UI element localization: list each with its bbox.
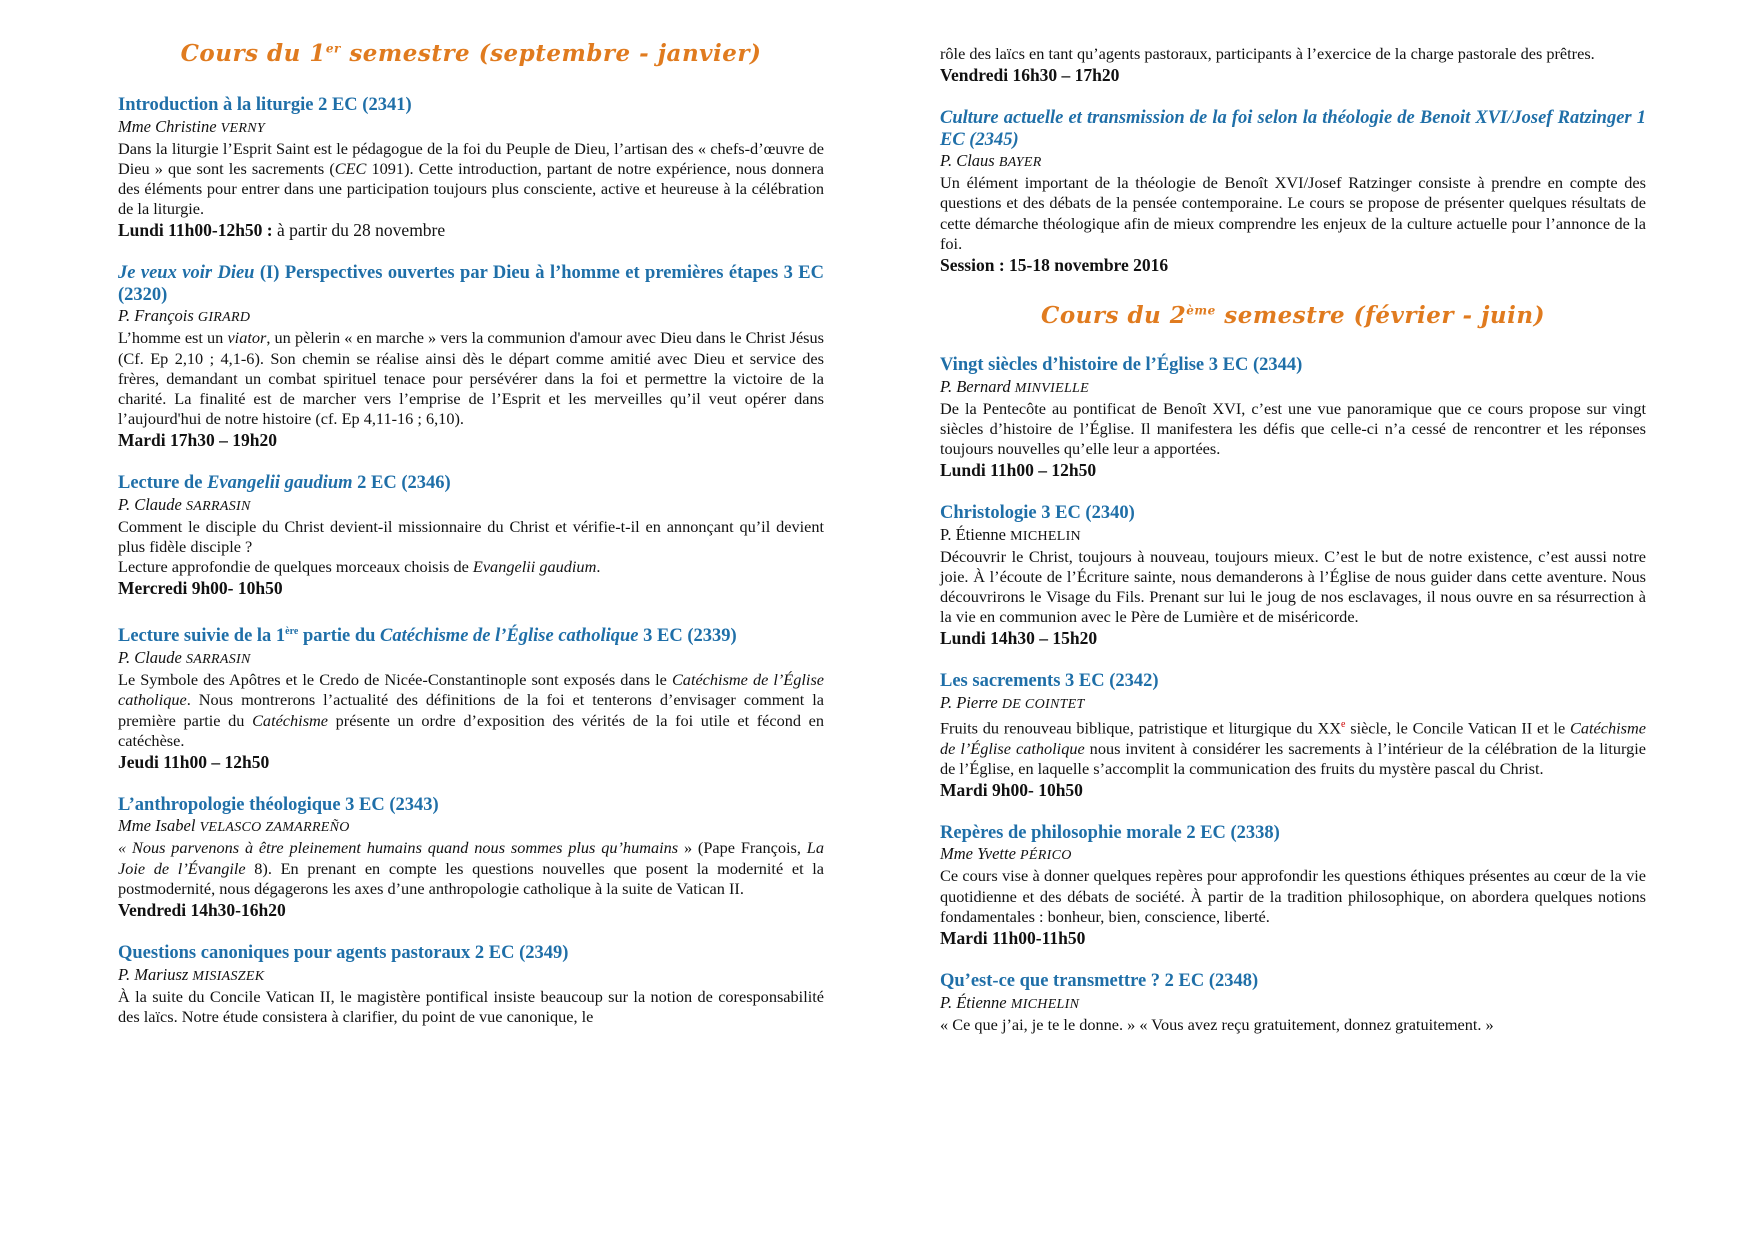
course-description: Dans la liturgie l’Esprit Saint est le pédagogue de la foi du Peuple de Dieu, l’artisan des « chefs-d’œuvre de Dieu » que sont les sacrements (CEC 1091). Cette introduction, partant de notre expérience, nous donnera des éléments pour entrer dans une participation toujours plus consciente, active et heureuse à la célébration de la liturgie. <box>118 138 824 219</box>
course-teacher: Mme Yvette PÉRICO <box>940 844 1072 864</box>
course-teacher: P. Claude SARRASIN <box>118 648 251 668</box>
course-schedule: Mardi 17h30 – 19h20 <box>118 430 277 451</box>
course-title: L’anthropologie théologique 3 EC (2343) <box>118 794 439 815</box>
course-anthropologie <box>118 795 824 921</box>
course-culture-actuelle <box>940 108 1646 276</box>
course-description: L’homme est un viator, un pèlerin « en marche » vers la communion d'amour avec Dieu dans le Christ Jésus (Cf. Ep 2,10 ; 4,1-6). Son chemin se réalise ainsi dès le départ comme amitié avec Dieu et service des frères, demandant un combat spirituel tenace pour persévérer dans la foi et permettre la victoire de la charité. La finalité est de marcher vers l’emprise de l’Esprit et les merveilles qu’il veut opérer dans l’aujourd'hui de notre histoire (cf. Ep 4,11-16 ; 6,10). <box>118 328 824 429</box>
course-teacher: P. Bernard MINVIELLE <box>940 376 1089 396</box>
left-column <box>118 0 824 1027</box>
course-teacher: Mme Isabel VELASCO ZAMARREÑO <box>118 816 350 836</box>
course-teacher: P. Étienne MICHELIN <box>940 524 1081 544</box>
course-schedule: Lundi 11h00 – 12h50 <box>940 460 1097 481</box>
course-description-2: Lecture approfondie de quelques morceaux choisis de Evangelii gaudium. <box>118 557 601 577</box>
course-sacrements <box>940 671 1646 801</box>
course-description: « Nous parvenons à être pleinement humains quand nous sommes plus qu’humains » (Pape François, La Joie de l’Évangile 8). En prenant en compte les questions nouvelles que posent la modernité et la postmodernité, nous dégagerons les axes d’une anthropologie catholique à la suite de Vatican II. <box>118 838 824 898</box>
course-title: Introduction à la liturgie 2 EC (2341) <box>118 95 412 115</box>
course-schedule: Jeudi 11h00 – 12h50 <box>118 751 270 772</box>
course-title: Christologie 3 EC (2340) <box>940 503 1135 524</box>
course-teacher: P. Claus BAYER <box>940 151 1042 171</box>
course-title: Questions canoniques pour agents pastoraux 2 EC (2349) <box>118 943 569 964</box>
course-description: « Ce que j’ai, je te le donne. » « Vous avez reçu gratuitement, donnez gratuitement. » <box>940 1014 1494 1034</box>
course-teacher: P. Étienne MICHELIN <box>940 992 1080 1012</box>
semester-2-heading: Cours du 2ème semestre (février - juin) <box>1041 302 1545 330</box>
course-description: Ce cours vise à donner quelques repères pour approfondir les questions éthiques présentes au cœur de la vie quotidienne et des débats de société. À partir de la tradition philosophique, on abordera quelques notions fondamentales : bonheur, bien, conscience, liberté. <box>940 866 1646 926</box>
course-je-veux-voir-dieu <box>118 263 824 451</box>
course-schedule: Lundi 14h30 – 15h20 <box>940 628 1098 649</box>
course-description: À la suite du Concile Vatican II, le magistère pontifical insiste beaucoup sur la notion de coresponsabilité des laïcs. Notre étude consistera à clarifier, du point de vue canonique, le <box>118 986 824 1026</box>
course-schedule: Mardi 11h00-11h50 <box>940 928 1086 949</box>
right-column <box>940 0 1646 1035</box>
course-teacher: Mme Christine VERNY <box>118 116 265 136</box>
continuation-text: rôle des laïcs en tant qu’agents pastoraux, participants à l’exercice de la charge pastorale des prêtres. <box>940 44 1595 63</box>
course-title: Je veux voir Dieu (I) Perspectives ouvertes par Dieu à l’homme et premières étapes 3 EC (2320) <box>118 263 824 305</box>
course-schedule: Mercredi 9h00- 10h50 <box>118 578 283 599</box>
course-title: Qu’est-ce que transmettre ? 2 EC (2348) <box>940 971 1259 992</box>
course-title: Lecture suivie de la 1ère partie du Catéchisme de l’Église catholique 3 EC (2339) <box>118 626 737 647</box>
semester-1-heading: Cours du 1er semestre (septembre - janvier) <box>180 40 762 67</box>
course-transmettre <box>940 971 1646 1035</box>
course-catechisme <box>118 621 824 772</box>
course-title: Les sacrements 3 EC (2342) <box>940 671 1159 692</box>
course-title: Lecture de Evangelii gaudium 2 EC (2346) <box>118 473 451 494</box>
course-title: Culture actuelle et transmission de la foi selon la théologie de Benoit XVI/Josef Ratzinger 1 EC (2345) <box>940 108 1646 150</box>
course-histoire-eglise <box>940 355 1646 481</box>
course-description: Le Symbole des Apôtres et le Credo de Nicée-Constantinople sont exposés dans le Catéchisme de l’Église catholique. Nous montrerons l’actualité des définitions de la foi et tenterons d’envisager comment la première partie du Catéchisme présente un ordre d’exposition des vérités de la foi utile et fécond en catéchèse. <box>118 670 825 750</box>
course-title: Repères de philosophie morale 2 EC (2338) <box>940 822 1280 843</box>
continuation-schedule: Vendredi 16h30 – 17h20 <box>940 65 1120 86</box>
course-description: De la Pentecôte au pontificat de Benoît XVI, c’est une vue panoramique que ce cours propose sur vingt siècles d’histoire de l’Église. Il manifestera les défis que celle-ci n’a cessé de rencontrer et les réponses toujours nouvelles qu’elle leur a apportées. <box>940 398 1646 458</box>
course-teacher: P. François GIRARD <box>118 306 251 326</box>
course-questions-canoniques <box>118 943 824 1027</box>
course-teacher: P. Mariusz MISIASZEK <box>118 964 265 984</box>
course-schedule: Vendredi 14h30-16h20 <box>118 900 286 921</box>
course-schedule: Mardi 9h00- 10h50 <box>940 779 1083 800</box>
course-teacher: P. Claude SARRASIN <box>118 494 251 514</box>
course-introduction-liturgie <box>118 95 824 241</box>
course-philosophie-morale <box>940 823 1646 949</box>
course-teacher: P. Pierre DE COINTET <box>940 692 1085 712</box>
course-description: Découvrir le Christ, toujours à nouveau, toujours mieux. C’est le but de notre existence, c’est aussi notre joie. À l’écoute de l’Écriture sainte, nous demanderons à l’Église de nous guider dans cette aventure. Nous découvrirons le Visage du Fils. Prenant sur lui le joug de nos esclavages, il nous ouvre en sa résurrection à la vie en communion avec le Père de Lumière et de miséricorde. <box>940 546 1646 627</box>
course-christologie <box>940 503 1646 649</box>
course-description: Fruits du renouveau biblique, patristique et liturgique du XXe siècle, le Concile Vatican II et le Catéchisme de l’Église catholique nous invitent à considérer les sacrements à l’intérieur de la célébration de la liturgie de l’Église, en laquelle s’accomplit la communication des fruits du mystère pascal du Christ. <box>940 718 1647 778</box>
course-evangelii-gaudium <box>118 473 824 599</box>
course-description: Comment le disciple du Christ devient-il missionnaire du Christ et vérifie-t-il en annonçant qu’il devient plus fidèle disciple ? <box>118 516 824 557</box>
course-title: Vingt siècles d’histoire de l’Église 3 EC (2344) <box>940 355 1303 376</box>
course-schedule: Lundi 11h00-12h50 : à partir du 28 novembre <box>118 220 446 241</box>
course-schedule: Session : 15-18 novembre 2016 <box>940 255 1169 276</box>
course-description: Un élément important de la théologie de Benoît XVI/Josef Ratzinger consiste à prendre en compte des questions et des débats de la pensée contemporaine. Le cours se propose de présenter quelques résultats de cette démarche théologique afin de mieux comprendre les enjeux de la culture actuelle pour l’annonce de la foi. <box>940 173 1646 253</box>
